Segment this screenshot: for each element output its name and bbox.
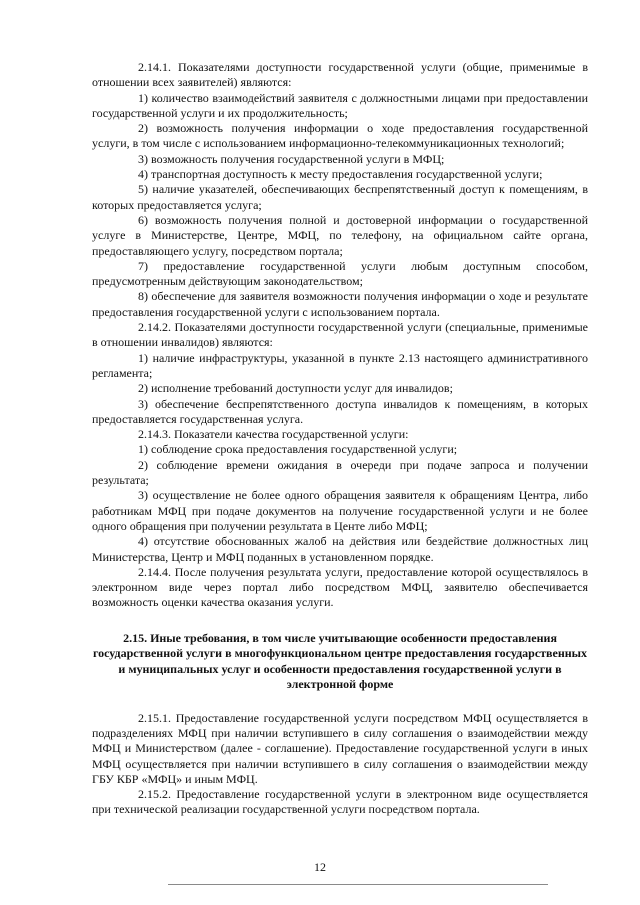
list-item: 1) соблюдение срока предоставления государственной услуги; — [138, 442, 458, 457]
list-item: 6) возможность получения полной и достоверной информации о государственной услуге в Министерстве, Центре, МФЦ, по телефону, на официальном сайте органа, предоставляющего услугу, посредством портала; — [92, 212, 588, 258]
list-item: 3) обеспечение беспрепятственного доступа инвалидов к помещениям, в которых предоставляется государственная услуга. — [92, 396, 588, 426]
paragraph-2-14-4: 2.14.4. После получения результата услуги, предоставление которой осуществлялось в электронном виде через портал либо посредством МФЦ, заявителю обеспечивается возможность оценки качества оказания услуги. — [92, 564, 588, 610]
list-item: 2) соблюдение времени ожидания в очереди при подаче запроса и получении результата; — [92, 457, 588, 488]
section-heading-2-15: 2.15. Иные требования, в том числе учитывающие особенности предоставления государственной услуги в многофункциональном центре предоставления государственных и муниципальных услуг и особенности предоставления государственной услуги в электронной форме — [92, 630, 588, 692]
list-item: 7) предоставление государственной услуги любым доступным способом, предусмотренным действующим законодательством; — [92, 258, 588, 289]
list-item: 4) отсутствие обоснованных жалоб на действия или бездействие должностных лиц Министерства, Центр и МФЦ поданных в установленном порядке. — [92, 534, 588, 564]
page-content — [92, 60, 588, 818]
list-item: 3) осуществление не более одного обращения заявителя к обращениям Центра, либо работникам МФЦ при подаче документов на получение государственной услуги и не более одного обращения при получении результата в Центе либо МФЦ; — [92, 488, 588, 533]
list-item: 8) обеспечение для заявителя возможности получения информации о ходе и результате предоставления государственной услуги с использованием портала. — [92, 289, 588, 319]
paragraph-2-15-1: 2.15.1. Предоставление государственной услуги посредством МФЦ осуществляется в подразделениях МФЦ при наличии вступившего в силу соглашения о взаимодействии между МФЦ и Министерством (далее - соглашение). Предоставление государственной услуги в иных МФЦ осуществляется при наличии вступившего в силу соглашения о взаимодействии между ГБУ КБР «МФЦ» и иным МФЦ. — [92, 710, 588, 786]
footer-divider — [168, 884, 548, 885]
paragraph-2-14-1: 2.14.1. Показателями доступности государственной услуги (общие, применимые в отношении всех заявителей) являются: — [92, 60, 588, 90]
list-item: 5) наличие указателей, обеспечивающих беспрепятственный доступ к помещениям, в которых предоставляется услуга; — [92, 182, 588, 212]
list-item: 2) исполнение требований доступности услуг для инвалидов; — [138, 381, 453, 396]
paragraph-2-15-2: 2.15.2. Предоставление государственной услуги в электронном виде осуществляется при технической реализации государственной услуги посредством портала. — [92, 787, 588, 817]
paragraph-2-14-2: 2.14.2. Показателями доступности государственной услуги (специальные, применимые в отношении инвалидов) являются: — [92, 320, 588, 350]
list-item: 4) транспортная доступность к месту предоставления государственной услуги; — [138, 167, 543, 182]
list-item: 2) возможность получения информации о ходе предоставления государственной услуги, в том числе с использованием информационно-телекоммуникационных технологий; — [92, 121, 588, 151]
list-item: 1) наличие инфраструктуры, указанной в пункте 2.13 настоящего административного регламента; — [92, 350, 588, 380]
list-item: 1) количество взаимодействий заявителя с должностными лицами при предоставлении государственной услуги и их продолжительность; — [92, 90, 588, 120]
page-number: 12 — [314, 860, 326, 874]
list-item: 3) возможность получения государственной услуги в МФЦ; — [138, 151, 445, 166]
paragraph-2-14-3: 2.14.3. Показатели качества государственной услуги: — [138, 427, 409, 442]
